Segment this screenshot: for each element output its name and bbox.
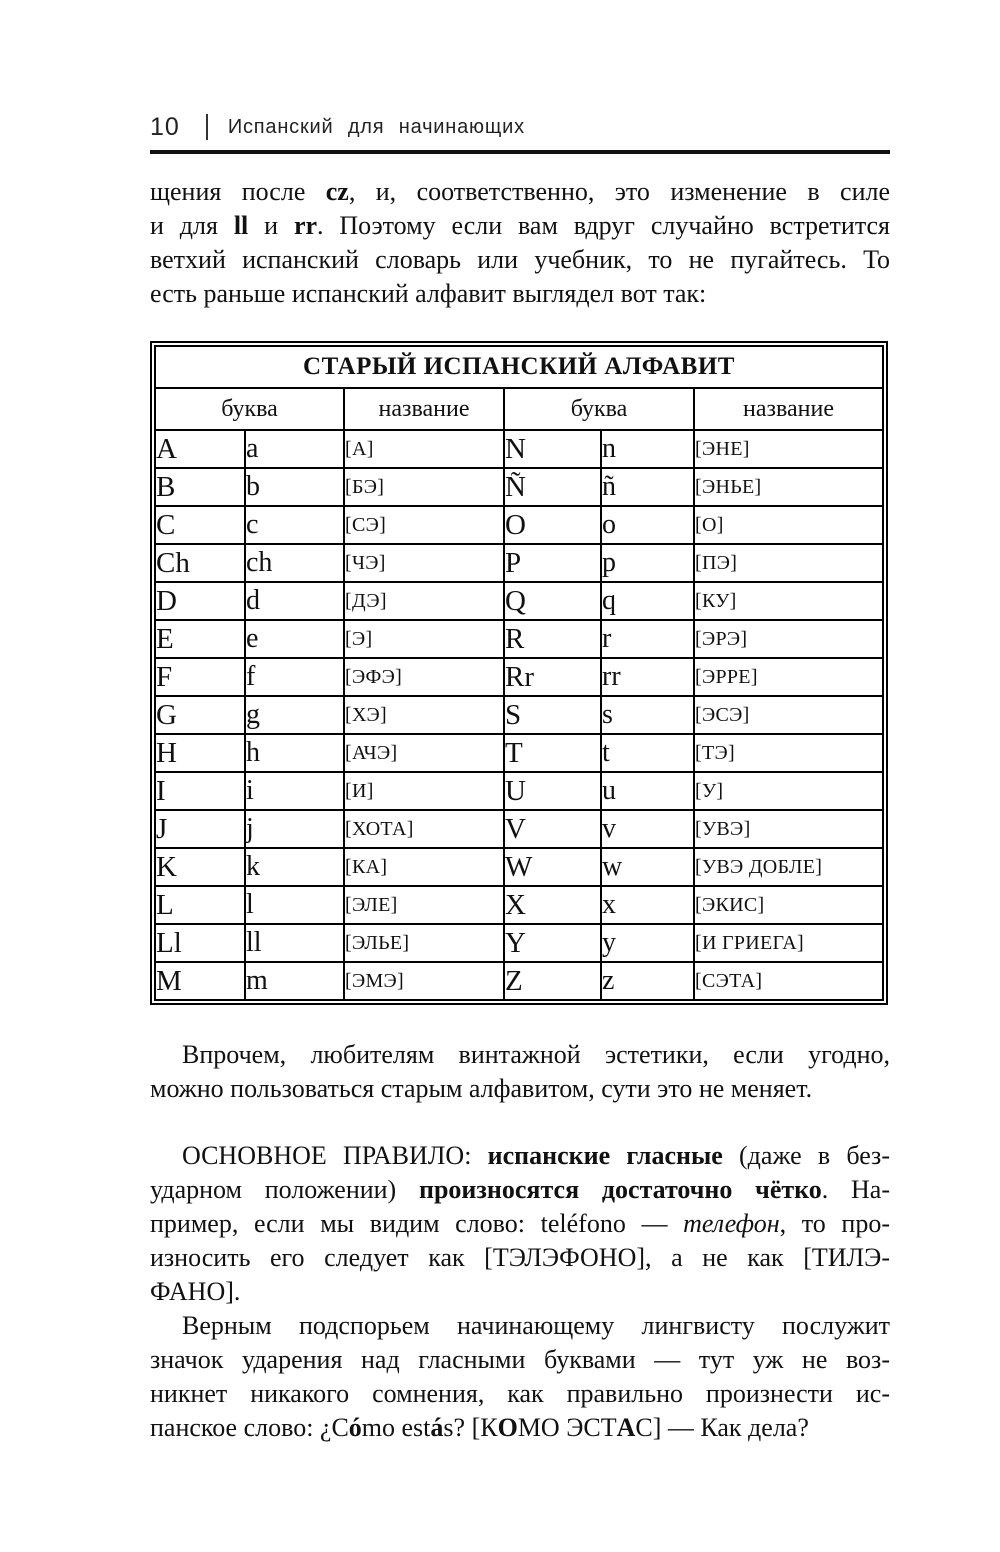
pronunciation-cell: [ДЭ] — [344, 582, 504, 620]
pronunciation-cell: [УВЭ ДОБЛЕ] — [694, 848, 883, 886]
letter-lower-cell: ll — [245, 924, 344, 962]
table-row — [155, 544, 883, 582]
paragraph — [150, 1139, 890, 1309]
text-run: пример, если мы видим слово: teléfono — — [150, 1209, 684, 1238]
column-header-name-1: название — [344, 388, 504, 430]
letter-upper-cell: W — [504, 848, 601, 886]
column-header-name-2: название — [694, 388, 883, 430]
letter-lower-cell: p — [601, 544, 694, 582]
column-header-letter-2: буква — [504, 388, 694, 430]
text-run: ветхий испанский словарь или учебник, то не пугайтесь. То — [150, 245, 890, 274]
letter-upper-cell: R — [504, 620, 601, 658]
text-run: , то про- — [779, 1209, 891, 1238]
letter-upper-cell: H — [155, 734, 245, 772]
letter-upper-cell: J — [155, 810, 245, 848]
bold-text: О — [497, 1413, 518, 1442]
text-run: , и, соответственно, это изменение в силе — [348, 177, 890, 206]
pronunciation-cell: [ЧЭ] — [344, 544, 504, 582]
text-run: щения после — [150, 177, 326, 206]
table-row — [155, 582, 883, 620]
book-title: Испанский для начинающих — [227, 115, 525, 138]
paragraph — [150, 175, 890, 311]
text-line — [150, 1207, 890, 1241]
pronunciation-cell: [ЭЛЕ] — [344, 886, 504, 924]
letter-lower-cell: y — [601, 924, 694, 962]
pronunciation-cell: [И] — [344, 772, 504, 810]
letter-upper-cell: Q — [504, 582, 601, 620]
pronunciation-cell: [ТЭ] — [694, 734, 883, 772]
text-run: МО ЭСТ — [517, 1413, 617, 1442]
bold-text: rr — [293, 211, 318, 240]
pronunciation-cell: [ЭНЕ] — [694, 430, 883, 468]
pronunciation-cell: [ХЭ] — [344, 696, 504, 734]
column-header-letter-1: буква — [155, 388, 344, 430]
header-divider — [206, 114, 208, 140]
letter-lower-cell: k — [245, 848, 344, 886]
pronunciation-cell: [УВЭ] — [694, 810, 883, 848]
letter-lower-cell: u — [601, 772, 694, 810]
table-header-row — [155, 388, 883, 430]
pronunciation-cell: [ПЭ] — [694, 544, 883, 582]
pronunciation-cell: [ЭНЬЕ] — [694, 468, 883, 506]
text-line — [150, 1038, 890, 1072]
text-line — [150, 1139, 890, 1173]
letter-upper-cell: E — [155, 620, 245, 658]
pronunciation-cell: [КУ] — [694, 582, 883, 620]
letter-upper-cell: D — [155, 582, 245, 620]
body-text-below-table — [150, 1038, 890, 1445]
table-row — [155, 886, 883, 924]
letter-upper-cell: Y — [504, 924, 601, 962]
text-line — [150, 1309, 890, 1343]
pronunciation-cell: [ЭМЭ] — [344, 962, 504, 1000]
pronunciation-cell: [СЭТА] — [694, 962, 883, 1000]
letter-upper-cell: A — [155, 430, 245, 468]
letter-lower-cell: j — [245, 810, 344, 848]
pronunciation-cell: [А] — [344, 430, 504, 468]
pronunciation-cell: [У] — [694, 772, 883, 810]
text-run: С] — Как дела? — [635, 1413, 809, 1442]
text-run: можно пользоваться старым алфавитом, сути это не меняет. — [150, 1074, 813, 1103]
pronunciation-cell: [КА] — [344, 848, 504, 886]
alphabet-table — [150, 341, 888, 1005]
letter-upper-cell: Ch — [155, 544, 245, 582]
text-line — [150, 1173, 890, 1207]
table-row — [155, 772, 883, 810]
letter-lower-cell: rr — [601, 658, 694, 696]
text-run: (даже в без- — [722, 1141, 890, 1170]
bold-text: á — [430, 1413, 444, 1442]
letter-lower-cell: c — [245, 506, 344, 544]
pronunciation-cell: [ЭРЭ] — [694, 620, 883, 658]
bold-text: ll — [233, 211, 249, 240]
letter-lower-cell: m — [245, 962, 344, 1000]
table-row — [155, 924, 883, 962]
letter-upper-cell: F — [155, 658, 245, 696]
table-row — [155, 696, 883, 734]
letter-lower-cell: f — [245, 658, 344, 696]
letter-lower-cell: s — [601, 696, 694, 734]
pronunciation-cell: [ЭЛЬЕ] — [344, 924, 504, 962]
letter-lower-cell: n — [601, 430, 694, 468]
text-run: никнет никакого сомнения, как правильно произнести ис- — [150, 1379, 890, 1408]
table-row — [155, 658, 883, 696]
text-line — [150, 1072, 890, 1106]
letter-lower-cell: q — [601, 582, 694, 620]
letter-upper-cell: T — [504, 734, 601, 772]
text-run: s? [К — [443, 1413, 498, 1442]
text-line — [150, 209, 890, 243]
pronunciation-cell: [ЭРРЕ] — [694, 658, 883, 696]
text-line — [150, 1377, 890, 1411]
text-line — [150, 243, 890, 277]
paragraph — [150, 1038, 890, 1106]
letter-lower-cell: x — [601, 886, 694, 924]
letter-upper-cell: Ñ — [504, 468, 601, 506]
text-run: ФАНО]. — [150, 1277, 241, 1306]
letter-upper-cell: V — [504, 810, 601, 848]
table-row — [155, 734, 883, 772]
text-run: Верным подспорьем начинающему лингвисту послужит — [182, 1311, 890, 1340]
pronunciation-cell: [ЭСЭ] — [694, 696, 883, 734]
running-head — [150, 112, 890, 142]
pronunciation-cell: [СЭ] — [344, 506, 504, 544]
text-run: износить его следует как [ТЭЛЭФОНО], а не как [ТИЛЭ- — [150, 1243, 890, 1272]
table-title: СТАРЫЙ ИСПАНСКИЙ АЛФАВИТ — [155, 346, 883, 388]
letter-upper-cell: Ll — [155, 924, 245, 962]
letter-lower-cell: ñ — [601, 468, 694, 506]
text-line — [150, 1411, 890, 1445]
body-text-above-table — [150, 175, 890, 311]
text-line — [150, 1241, 890, 1275]
letter-upper-cell: O — [504, 506, 601, 544]
text-line — [150, 1343, 890, 1377]
pronunciation-cell: [БЭ] — [344, 468, 504, 506]
letter-upper-cell: U — [504, 772, 601, 810]
header-rule — [150, 150, 890, 154]
letter-upper-cell: Rr — [504, 658, 601, 696]
page-number: 10 — [150, 112, 180, 141]
letter-lower-cell: z — [601, 962, 694, 1000]
letter-lower-cell: a — [245, 430, 344, 468]
letter-upper-cell: M — [155, 962, 245, 1000]
table-row — [155, 506, 883, 544]
text-run: панское слово: ¿C — [150, 1413, 349, 1442]
letter-lower-cell: i — [245, 772, 344, 810]
letter-lower-cell: w — [601, 848, 694, 886]
bold-text: А — [616, 1413, 636, 1442]
letter-lower-cell: r — [601, 620, 694, 658]
letter-upper-cell: N — [504, 430, 601, 468]
text-run: есть раньше испанский алфавит выглядел вот так: — [150, 279, 707, 308]
letter-lower-cell: o — [601, 506, 694, 544]
text-run: . На- — [821, 1175, 890, 1204]
letter-lower-cell: t — [601, 734, 694, 772]
alphabet-table-inner — [154, 345, 884, 1001]
text-run: и для — [150, 211, 234, 240]
letter-lower-cell: e — [245, 620, 344, 658]
italic-text: телефон — [683, 1209, 780, 1238]
letter-lower-cell: d — [245, 582, 344, 620]
table-row — [155, 620, 883, 658]
letter-upper-cell: I — [155, 772, 245, 810]
text-line — [150, 277, 890, 311]
table-row — [155, 468, 883, 506]
bold-text: произносятся достаточно чётко — [418, 1175, 822, 1204]
text-run: значок ударения над гласными буквами — тут уж не воз- — [150, 1345, 890, 1374]
pronunciation-cell: [ХОТА] — [344, 810, 504, 848]
text-run: и — [248, 211, 294, 240]
pronunciation-cell: [Э] — [344, 620, 504, 658]
letter-upper-cell: S — [504, 696, 601, 734]
table-title-row — [155, 346, 883, 388]
table-row — [155, 962, 883, 1000]
table-row — [155, 848, 883, 886]
pronunciation-cell: [И ГРИЕГА] — [694, 924, 883, 962]
paragraph — [150, 1309, 890, 1445]
letter-upper-cell: X — [504, 886, 601, 924]
text-run: . Поэтому если вам вдруг случайно встретится — [317, 211, 891, 240]
pronunciation-cell: [АЧЭ] — [344, 734, 504, 772]
bold-text: ó — [348, 1413, 362, 1442]
pronunciation-cell: [ЭФЭ] — [344, 658, 504, 696]
text-run: Впрочем, любителям винтажной эстетики, если угодно, — [182, 1040, 890, 1069]
text-run: ударном положении) — [150, 1175, 419, 1204]
pronunciation-cell: [О] — [694, 506, 883, 544]
bold-text: испанские гласные — [487, 1141, 723, 1170]
text-line — [150, 1275, 890, 1309]
letter-upper-cell: Z — [504, 962, 601, 1000]
letter-upper-cell: G — [155, 696, 245, 734]
letter-lower-cell: l — [245, 886, 344, 924]
table-row — [155, 430, 883, 468]
letter-upper-cell: B — [155, 468, 245, 506]
letter-lower-cell: ch — [245, 544, 344, 582]
text-run: ОСНОВНОЕ ПРАВИЛО: — [182, 1141, 488, 1170]
letter-lower-cell: b — [245, 468, 344, 506]
table-row — [155, 810, 883, 848]
text-line — [150, 175, 890, 209]
text-run: mo est — [361, 1413, 431, 1442]
bold-text: cz — [325, 177, 349, 206]
letter-lower-cell: h — [245, 734, 344, 772]
letter-upper-cell: C — [155, 506, 245, 544]
letter-upper-cell: L — [155, 886, 245, 924]
letter-lower-cell: v — [601, 810, 694, 848]
letter-upper-cell: P — [504, 544, 601, 582]
pronunciation-cell: [ЭКИС] — [694, 886, 883, 924]
letter-lower-cell: g — [245, 696, 344, 734]
letter-upper-cell: K — [155, 848, 245, 886]
